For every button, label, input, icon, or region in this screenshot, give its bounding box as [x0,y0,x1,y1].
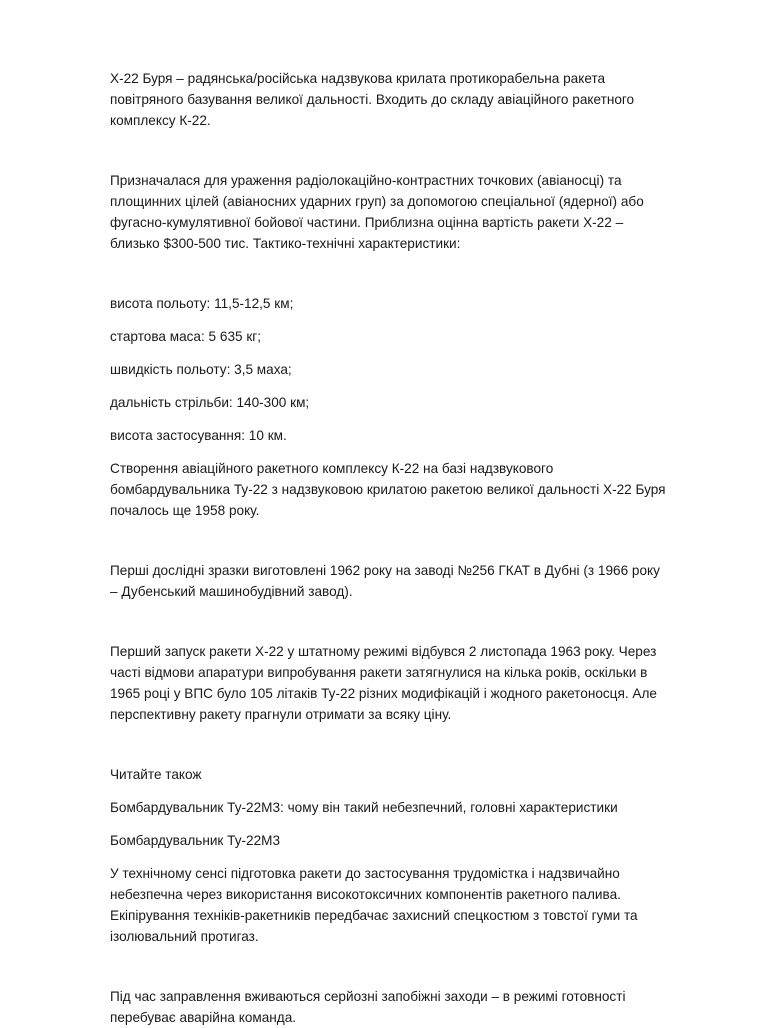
paragraph-first-launch: Перший запуск ракети Х-22 у штатному режимі відбувся 2 листопада 1963 року. Через часті відмови апаратури випробування ракети затягнулися на кілька років, оскільки в 1965 році у ВПС було 105 літаків Ту-22 різних модифікацій і жодного ракетоносця. Але перспективну ракету прагнули отримати за всяку ціну. [110,644,657,722]
spec-item: висота застосування: 10 км. [110,428,287,443]
paragraph-preparation: У технічному сенсі підготовка ракети до застосування трудомістка і надзвичайно небезпечна через використання високотоксичних компонентів ракетного палива. Екіпірування техніків-ракетників передбачає захисний спецкостюм з товстої гуми та ізолювальний протигаз. [110,866,638,944]
related-link-2[interactable]: Бомбардувальник Ту-22М3 [110,833,281,848]
read-also-heading: Читайте також [110,767,202,782]
paragraph-prototypes: Перші дослідні зразки виготовлені 1962 року на заводі №256 ГКАТ в Дубні (з 1966 року – Дубенський машинобудівний завод). [110,563,660,599]
related-link-1[interactable]: Бомбардувальник Ту-22М3: чому він такий небезпечний, головні характеристики [110,800,618,815]
paragraph-intro: Х-22 Буря – радянська/російська надзвукова крилата протикорабельна ракета повітряного базування великої дальності. Входить до складу авіаційного ракетного комплексу К-22. [110,71,635,128]
paragraph-refueling: Під час заправлення вживаються серйозні запобіжні заходи – в режимі готовності перебуває аварійна команда. [110,989,626,1025]
article-body [110,68,670,1028]
paragraph-creation: Створення авіаційного ракетного комплексу К-22 на базі надзвукового бомбардувальника Ту-22 з надзвуковою крилатою ракетою великої дальності Х-22 Буря почалось ще 1958 року. [110,461,666,518]
spec-item: стартова маса: 5 635 кг; [110,329,262,344]
spec-item: швидкість польоту: 3,5 маха; [110,362,292,377]
spec-item: дальність стрільби: 140-300 км; [110,395,310,410]
spec-item: висота польоту: 11,5-12,5 км; [110,296,294,311]
paragraph-purpose: Призначалася для ураження радіолокаційно-контрастних точкових (авіаносці) та площинних цілей (авіаносних ударних груп) за допомогою спеціальної (ядерної) або фугасно-кумулятивної бойової частини. Приблизна оцінна вартість ракети Х-22 – близько $300-500 тис. Тактико-технічні характеристики: [110,173,644,251]
